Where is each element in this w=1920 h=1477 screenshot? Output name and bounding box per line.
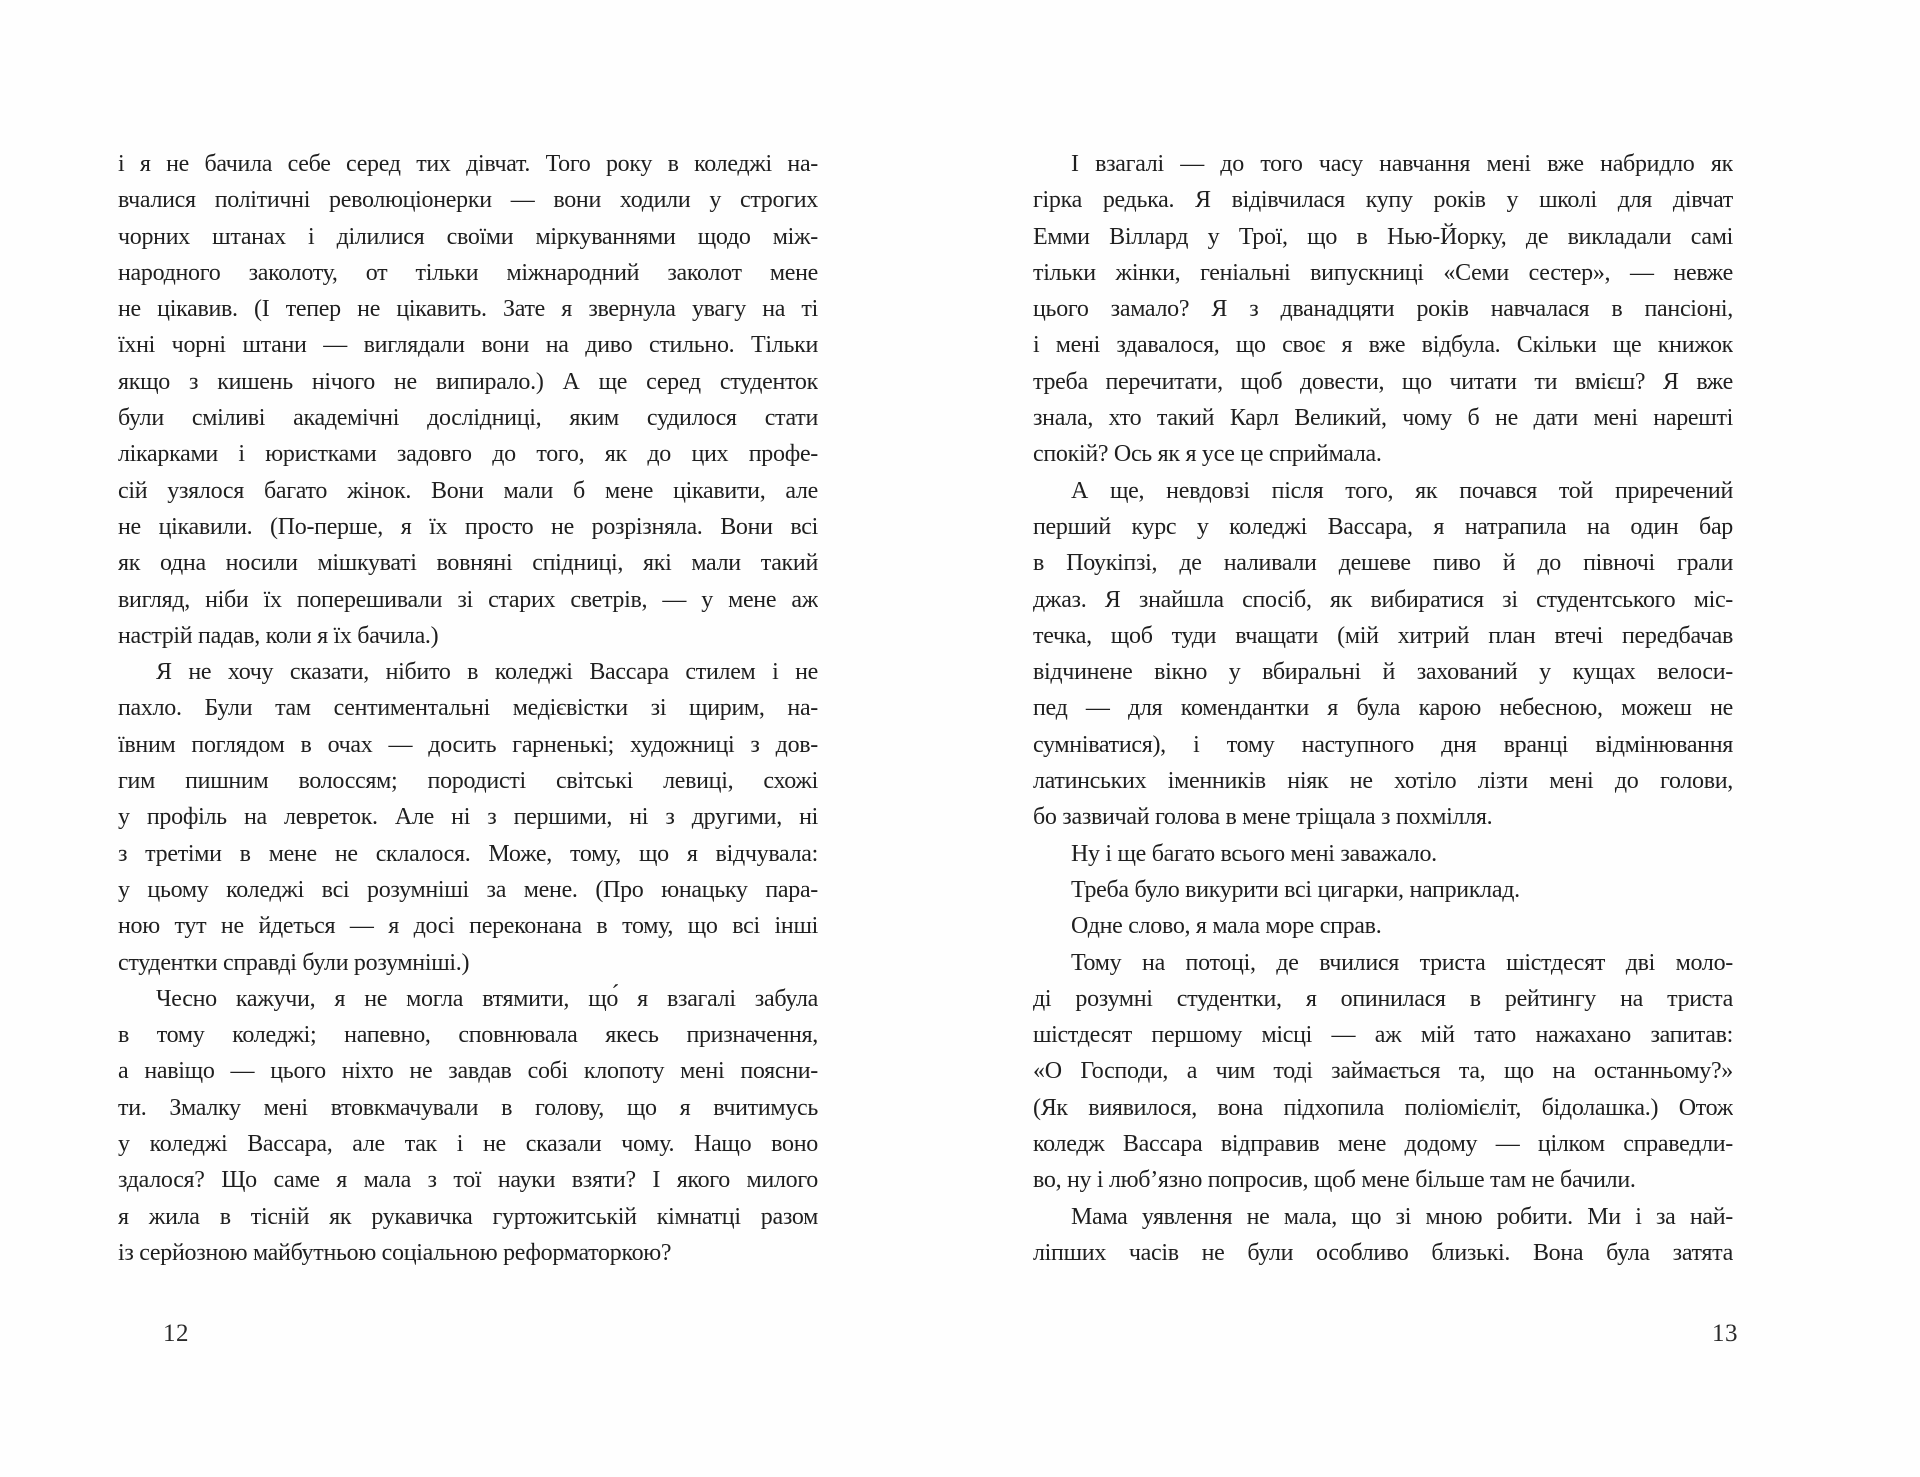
text-line: відчинене вікно у вбиральні й захований у кущах велоси- (1033, 659, 1733, 686)
text-line: їхні чорні штани — виглядали вони на диво стильно. Тільки (118, 332, 818, 359)
text-line: я жила в тісній як рукавичка гуртожитській кімнатці разом (118, 1203, 818, 1230)
text-line: якщо з кишень нічого не випирало.) А ще серед студенток (118, 368, 818, 395)
text-line: ліпших часів не були особливо близькі. Вона була затята (1033, 1239, 1733, 1266)
text-line: з третіми в мене не склалося. Може, тому, що я відчувала: (118, 840, 818, 867)
text-line: течка, щоб туди вчащати (мій хитрий план втечі передбачав (1033, 622, 1733, 649)
text-line: перший курс у коледжі Вассара, я натрапила на один бар (1033, 513, 1733, 540)
text-line: сумніватися), і тому наступного дня вранці відмінювання (1033, 731, 1733, 758)
text-line: із серйозною майбутньою соціальною реформаторкою? (118, 1239, 672, 1266)
text-line: народного заколоту, от тільки міжнародний заколот мене (118, 259, 818, 286)
text-line: джаз. Я знайшла спосіб, як вибиратися зі студентського міс- (1033, 586, 1733, 613)
text-line: вчалися політичні революціонерки — вони ходили у строгих (118, 187, 818, 214)
text-line: пед — для комендантки я була карою небесною, можеш не (1033, 695, 1733, 722)
text-line: а навіщо — цього ніхто не завдав собі клопоту мені поясни- (118, 1058, 818, 1085)
text-line: Мама уявлення не мала, що зі мною робити. Ми і за най- (1071, 1203, 1733, 1230)
text-line: тільки жінки, геніальні випускниці «Семи сестер», — невже (1033, 259, 1733, 286)
text-line: І взагалі — до того часу навчання мені вже набридло як (1071, 151, 1733, 177)
left-page-text (118, 146, 818, 1271)
text-line: і мені здавалося, що своє я вже відбула. Скільки ще книжок (1033, 332, 1733, 359)
text-line: во, ну і люб’язно попросив, щоб мене більше там не бачили. (1033, 1167, 1636, 1194)
text-line: спокій? Ось як я усе це сприймала. (1033, 441, 1382, 468)
text-line: ною тут не йдеться — я досі переконана в тому, що всі інші (118, 913, 818, 940)
text-line: Чесно кажучи, я не могла втямити, що́ я взагалі забула (156, 985, 818, 1012)
text-line: настрій падав, коли я їх бачила.) (118, 622, 439, 649)
text-line: сій узялося багато жінок. Вони мали б мене цікавити, але (118, 477, 818, 504)
text-line: як одна носили мішкуваті вовняні спідниці, які мали такий (118, 550, 818, 577)
text-line: (Як виявилося, вона підхопила поліомієліт, бідолашка.) Отож (1033, 1094, 1733, 1121)
text-line: Я не хочу сказати, нібито в коледжі Вассара стилем і не (156, 659, 818, 686)
text-line: «О Господи, а чим тоді займається та, що на останньому?» (1033, 1058, 1733, 1085)
text-line: були сміливі академічні дослідниці, яким судилося стати (118, 405, 818, 432)
text-line: Ну і ще багато всього мені заважало. (1071, 840, 1437, 867)
text-line: лікарками і юристками задовго до того, як до цих профе- (118, 441, 818, 468)
page-number-right: 13 (1712, 1320, 1738, 1347)
text-line: Емми Віллард у Трої, що в Нью-Йорку, де викладали самі (1033, 223, 1733, 250)
text-line: чорних штанах і ділилися своїми міркуваннями щодо між- (118, 223, 818, 250)
text-line: А ще, невдовзі після того, як почався той приречений (1071, 477, 1733, 504)
text-line: бо зазвичай голова в мене тріщала з похмілля. (1033, 804, 1493, 831)
text-line: Одне слово, я мала море справ. (1071, 913, 1382, 940)
text-line: Тому на потоці, де вчилися триста шістдесят дві моло- (1071, 949, 1733, 976)
text-line: Треба було викурити всі цигарки, наприклад. (1071, 876, 1520, 903)
text-line: пахло. Були там сентиментальні медієвістки зі щирим, на- (118, 695, 818, 722)
text-line: цього замало? Я з дванадцяти років навчалася в пансіоні, (1033, 296, 1733, 323)
text-line: ді розумні студентки, я опинилася в рейтингу на триста (1033, 985, 1733, 1012)
text-line: не цікавили. (По-перше, я їх просто не розрізняла. Вони всі (118, 513, 818, 540)
text-line: знала, хто такий Карл Великий, чому б не дати мені нарешті (1033, 405, 1733, 432)
text-line: коледж Вассара відправив мене додому — цілком справедли- (1033, 1131, 1733, 1158)
text-line: ти. Змалку мені втовкмачували в голову, що я вчитимусь (118, 1094, 818, 1121)
text-line: студентки справді були розумніші.) (118, 949, 470, 976)
text-line: у коледжі Вассара, але так і не сказали чому. Нащо воно (118, 1131, 818, 1158)
text-line: в Поукіпзі, де наливали дешеве пиво й до півночі грали (1033, 550, 1733, 577)
text-line: і я не бачила себе серед тих дівчат. Того року в коледжі на- (118, 151, 818, 177)
text-line: у цьому коледжі всі розумніші за мене. (Про юнацьку пара- (118, 876, 818, 903)
text-line: не цікавив. (І тепер не цікавить. Зате я звернула увагу на ті (118, 296, 818, 323)
text-line: здалося? Що саме я мала з тої науки взяти? І якого милого (118, 1167, 818, 1194)
text-line: треба перечитати, щоб довести, що читати ти вмієш? Я вже (1033, 368, 1733, 395)
text-line: в тому коледжі; напевно, сповнювала якесь призначення, (118, 1022, 818, 1049)
right-page-text (1033, 146, 1733, 1271)
text-line: у профіль на левреток. Але ні з першими, ні з другими, ні (118, 804, 818, 831)
page-number-left: 12 (163, 1320, 189, 1347)
text-line: гим пишним волоссям; породисті світські левиці, схожі (118, 768, 818, 795)
text-line: латинських іменників ніяк не хотіло лізти мені до голови, (1033, 768, 1733, 795)
text-line: гірка редька. Я відівчилася купу років у школі для дівчат (1033, 187, 1733, 214)
text-line: шістдесят першому місці — аж мій тато нажахано запитав: (1033, 1022, 1733, 1049)
text-line: ївним поглядом в очах — досить гарненькі; художниці з дов- (118, 731, 818, 758)
text-line: вигляд, ніби їх поперешивали зі старих светрів, — у мене аж (118, 586, 818, 613)
